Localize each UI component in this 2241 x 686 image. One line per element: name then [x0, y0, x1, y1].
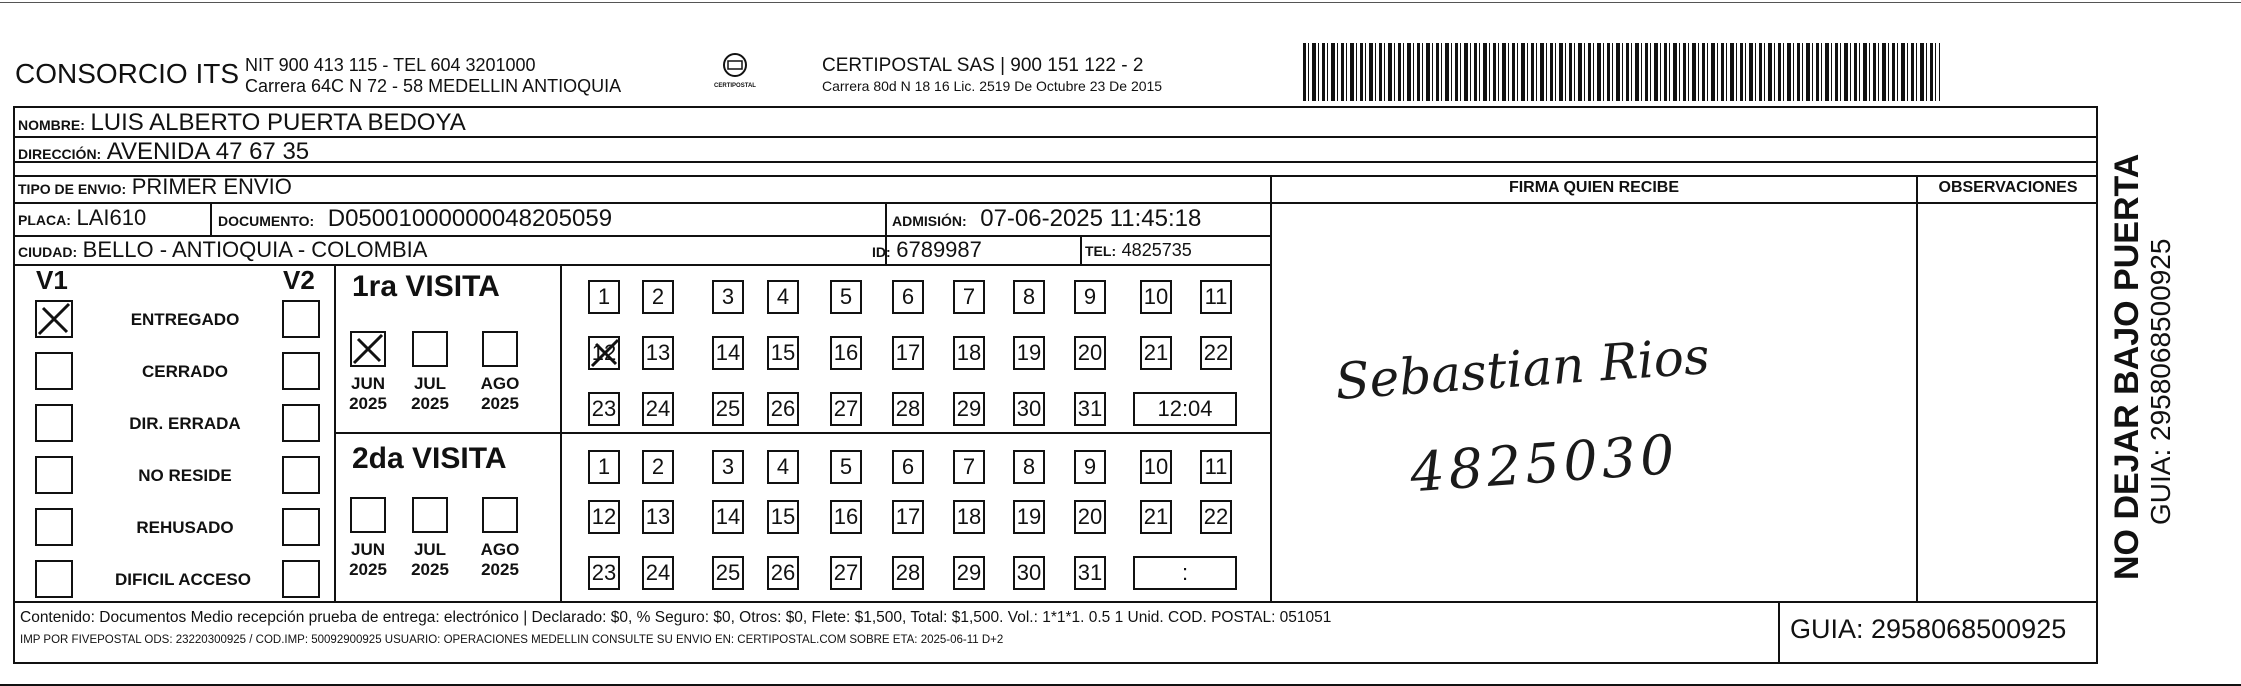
month-checkbox[interactable]	[412, 331, 448, 367]
month-label: JUL	[413, 374, 447, 393]
day-box[interactable]: 9	[1074, 450, 1106, 484]
day-box[interactable]: 1	[588, 450, 620, 484]
address-line: Carrera 64C N 72 - 58 MEDELLIN ANTIOQUIA	[245, 76, 622, 96]
signature-number: 4825030	[1408, 422, 1681, 505]
day-box[interactable]: 16	[830, 336, 862, 370]
documento-label: DOCUMENTO:	[218, 213, 315, 229]
day-box[interactable]: 4	[767, 450, 799, 484]
day-box[interactable]: 11	[1200, 280, 1232, 314]
day-box[interactable]: 27	[830, 392, 862, 426]
company-name: CONSORCIO ITS	[15, 58, 240, 89]
tipo-label: TIPO DE ENVIO:	[18, 181, 127, 197]
day-box[interactable]: 24	[642, 392, 674, 426]
month-checkbox[interactable]	[482, 331, 518, 367]
day-box[interactable]: 3	[712, 280, 744, 314]
signature-name: Sebastian Rios	[1333, 327, 1712, 411]
day-box[interactable]: 18	[953, 336, 985, 370]
status-label: ENTREGADO	[130, 310, 240, 329]
direccion-row	[18, 138, 309, 166]
day-box[interactable]: 5	[830, 280, 862, 314]
day-box[interactable]: 13	[642, 500, 674, 534]
tel-row	[1085, 239, 1192, 262]
logo-text: CERTIPOSTAL	[714, 83, 756, 89]
nombre-row	[18, 109, 466, 137]
documento-value: D05001000000048205059	[327, 205, 613, 232]
license-line: Carrera 80d N 18 16 Lic. 2519 De Octubre 23 De 2015	[822, 78, 1163, 94]
status-label: CERRADO	[142, 362, 228, 381]
day-box[interactable]: 31	[1074, 556, 1106, 590]
day-box[interactable]: 9	[1074, 280, 1106, 314]
day-box[interactable]: 25	[712, 556, 744, 590]
check-mark-icon	[35, 300, 73, 338]
time-box[interactable]: :	[1133, 556, 1237, 590]
v1-checkbox[interactable]	[35, 300, 73, 338]
day-box[interactable]: 14	[712, 500, 744, 534]
certipostal-line: CERTIPOSTAL SAS | 900 151 122 - 2	[822, 55, 1144, 76]
day-box[interactable]: 26	[767, 392, 799, 426]
direccion-label: DIRECCIÓN:	[18, 146, 102, 162]
day-box[interactable]: 20	[1074, 500, 1106, 534]
status-label: DIR. ERRADA	[129, 414, 241, 433]
tel-label: TEL:	[1085, 243, 1117, 259]
top-edge	[0, 2, 2241, 3]
day-box[interactable]: 17	[892, 336, 924, 370]
month-checkbox[interactable]	[350, 331, 386, 367]
day-box[interactable]: 13	[642, 336, 674, 370]
day-box[interactable]: 22	[1200, 500, 1232, 534]
tipo-row	[18, 174, 292, 200]
day-box[interactable]: 19	[1013, 336, 1045, 370]
day-box[interactable]: 21	[1140, 500, 1172, 534]
certipostal-logo	[700, 52, 770, 94]
day-box[interactable]: 19	[1013, 500, 1045, 534]
day-box[interactable]: 2	[642, 450, 674, 484]
v1-checkbox[interactable]	[35, 508, 73, 546]
month-checkbox[interactable]	[350, 497, 386, 533]
day-box[interactable]: 31	[1074, 392, 1106, 426]
month-checkbox[interactable]	[412, 497, 448, 533]
first-visit-title: 1ra VISITA	[352, 270, 500, 303]
day-box[interactable]: 2	[642, 280, 674, 314]
ciudad-value: BELLO - ANTIOQUIA - COLOMBIA	[82, 237, 428, 262]
direccion-value: AVENIDA 47 67 35	[106, 138, 310, 165]
year-label: 2025	[349, 560, 387, 579]
month-label: JUL	[413, 540, 447, 559]
v2-checkbox[interactable]	[282, 456, 320, 494]
day-box[interactable]: 24	[642, 556, 674, 590]
second-visit-title: 2da VISITA	[352, 442, 507, 475]
day-box[interactable]: 5	[830, 450, 862, 484]
day-box[interactable]: 12	[588, 336, 620, 370]
v1-checkbox[interactable]	[35, 456, 73, 494]
day-box[interactable]: 4	[767, 280, 799, 314]
logo-icon	[720, 52, 750, 78]
firma-header: FIRMA QUIEN RECIBE	[1508, 179, 1680, 196]
placa-row	[18, 205, 146, 231]
day-box[interactable]: 23	[588, 392, 620, 426]
status-label: NO RESIDE	[138, 466, 232, 485]
day-box[interactable]: 30	[1013, 556, 1045, 590]
documento-row	[218, 205, 612, 233]
status-label: DIFICIL ACCESO	[114, 570, 251, 589]
v2-checkbox[interactable]	[282, 352, 320, 390]
day-box[interactable]: 7	[953, 280, 985, 314]
v1-checkbox[interactable]	[35, 560, 73, 598]
year-label: 2025	[411, 394, 449, 413]
day-box[interactable]: 28	[892, 392, 924, 426]
id-row	[872, 237, 982, 263]
admision-value: 07-06-2025 11:45:18	[980, 205, 1202, 232]
day-box[interactable]: 28	[892, 556, 924, 590]
ciudad-label: CIUDAD:	[18, 244, 78, 260]
id-value: 6789987	[896, 237, 982, 262]
placa-value: LAI610	[76, 205, 147, 230]
v2-checkbox[interactable]	[282, 508, 320, 546]
v1-checkbox[interactable]	[35, 404, 73, 442]
day-box[interactable]: 1	[588, 280, 620, 314]
v2-checkbox[interactable]	[282, 404, 320, 442]
day-box[interactable]: 6	[892, 280, 924, 314]
day-box[interactable]: 6	[892, 450, 924, 484]
day-box[interactable]: 15	[767, 336, 799, 370]
year-label: 2025	[411, 560, 449, 579]
day-box[interactable]: 10	[1140, 280, 1172, 314]
day-box[interactable]: 25	[712, 392, 744, 426]
v2-checkbox[interactable]	[282, 560, 320, 598]
side-guia: GUIA: 2958068500925	[2145, 238, 2176, 525]
day-box[interactable]: 11	[1200, 450, 1232, 484]
admision-label: ADMISIÓN:	[892, 213, 967, 229]
day-box[interactable]: 14	[712, 336, 744, 370]
day-box[interactable]: 17	[892, 500, 924, 534]
month-label: JUN	[350, 540, 385, 559]
month-label: AGO	[480, 540, 520, 559]
check-mark-icon	[588, 336, 622, 370]
year-label: 2025	[481, 560, 519, 579]
month-label: JUN	[350, 374, 385, 393]
footer-contenido: Contenido: Documentos Medio recepción prueba de entrega: electrónico | Declarado: $0, % Seguro: $0, Otros: $0, Flete: $1,500, Total: $1,500. Vol.: 1*1*1. 0.5 1 Unid. COD. POSTAL: 051051	[20, 609, 1332, 626]
day-box[interactable]: 20	[1074, 336, 1106, 370]
nombre-label: NOMBRE:	[18, 117, 85, 133]
nit-line: NIT 900 413 115 - TEL 604 3201000	[245, 55, 536, 75]
check-mark-icon	[350, 331, 386, 367]
day-box[interactable]: 21	[1140, 336, 1172, 370]
day-box[interactable]: 15	[767, 500, 799, 534]
tipo-value: PRIMER ENVIO	[131, 174, 292, 199]
year-label: 2025	[349, 394, 387, 413]
month-checkbox[interactable]	[482, 497, 518, 533]
day-box[interactable]: 12	[588, 500, 620, 534]
day-box[interactable]: 30	[1013, 392, 1045, 426]
v2-checkbox[interactable]	[282, 300, 320, 338]
day-box[interactable]: 29	[953, 556, 985, 590]
day-box[interactable]: 18	[953, 500, 985, 534]
time-box[interactable]: 12:04	[1133, 392, 1237, 426]
admision-row	[892, 205, 1201, 233]
ciudad-row	[18, 237, 427, 263]
barcode	[1303, 43, 1940, 101]
day-box[interactable]: 10	[1140, 450, 1172, 484]
placa-label: PLACA:	[18, 212, 71, 228]
day-box[interactable]: 8	[1013, 280, 1045, 314]
observaciones-header: OBSERVACIONES	[1938, 179, 2078, 196]
day-box[interactable]: 3	[712, 450, 744, 484]
v1-label: V1	[36, 265, 68, 295]
day-box[interactable]: 22	[1200, 336, 1232, 370]
side-warning: NO DEJAR BAJO PUERTA	[2108, 153, 2146, 580]
day-box[interactable]: 16	[830, 500, 862, 534]
day-box[interactable]: 8	[1013, 450, 1045, 484]
day-box[interactable]: 7	[953, 450, 985, 484]
status-label: REHUSADO	[136, 518, 234, 537]
id-label: ID:	[872, 244, 891, 260]
v2-label: V2	[283, 265, 315, 295]
month-label: AGO	[480, 374, 520, 393]
v1-checkbox[interactable]	[35, 352, 73, 390]
nombre-value: LUIS ALBERTO PUERTA BEDOYA	[90, 109, 466, 136]
footer-guia: GUIA: 2958068500925	[1790, 614, 2067, 644]
day-box[interactable]: 26	[767, 556, 799, 590]
footer-imp: IMP POR FIVEPOSTAL ODS: 23220300925 / COD.IMP: 50092900925 USUARIO: OPERACIONES MEDELLIN CONSULTE SU ENVIO EN: CERTIPOSTAL.COM SOBRE ETA: 2025-06-11 D+2	[20, 634, 1004, 646]
day-box[interactable]: 27	[830, 556, 862, 590]
tel-value: 4825735	[1121, 240, 1192, 260]
year-label: 2025	[481, 394, 519, 413]
day-box[interactable]: 29	[953, 392, 985, 426]
day-box[interactable]: 23	[588, 556, 620, 590]
